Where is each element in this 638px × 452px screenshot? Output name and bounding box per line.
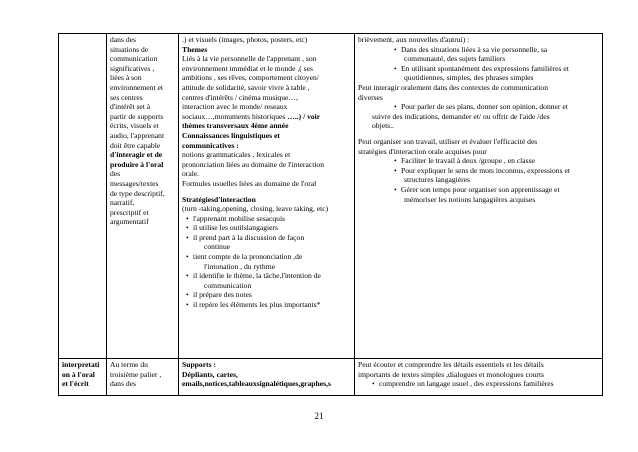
- table-row: [59, 359, 603, 396]
- objective-line-bold: d'interagir et de: [110, 150, 163, 160]
- themes-line: attitude de solidarité, savoir vivre à table ,: [182, 82, 310, 92]
- themes-see-also: …..) / voir: [287, 111, 321, 121]
- descriptor-bullet: • En utilisant spontanément des expressions familières et: [358, 64, 599, 74]
- descriptor-bullet-cont: objets..: [372, 121, 394, 131]
- descriptor-bullet: • Pour parler de ses plans, donner son opinion, donner et: [358, 102, 599, 112]
- curriculum-table: [58, 33, 603, 396]
- supports-line: Dépliants, cartes,: [182, 369, 238, 379]
- strategy-item-cont: communication: [204, 280, 252, 290]
- supports-line: emails,notices,tableauxsignalétiques,graphes,s: [182, 379, 331, 389]
- objective-line: de type descriptif,: [110, 188, 165, 198]
- supports-intro: .) et visuels (images, photos, posters, etc): [182, 35, 308, 44]
- themes-line: sociaux…,monuments historiques: [182, 111, 286, 121]
- descriptor-para: importants de textes simples ,dialogues et monologues courts: [358, 369, 545, 379]
- objective-line: environnement et: [110, 82, 163, 92]
- strategy-item: • il prend part à la discussion de façon: [182, 233, 351, 243]
- descriptor-para: Peut interagir oralement dans des contextes de communication: [358, 82, 548, 92]
- objective-line: dans des: [110, 379, 136, 389]
- objective-line: communication: [110, 54, 158, 64]
- descriptor-bullet: • Faciliter le travail à deux /groupe , en classe: [358, 156, 599, 166]
- competence-line: on à l'oral: [62, 369, 95, 379]
- supports-title: Supports :: [182, 360, 216, 369]
- strategy-item-cont: l'intonation , du rythme: [204, 261, 275, 271]
- objective-cell: [107, 34, 179, 359]
- objective-line: situations de: [110, 44, 149, 54]
- competence-line: interpretati: [62, 360, 100, 369]
- themes-title: Themes: [182, 44, 208, 54]
- themes-line: centres d'intérêts / cinéma musique…,: [182, 92, 298, 102]
- table-row: [59, 34, 603, 359]
- strategy-item: • il repère les éléments les plus importants*: [182, 300, 351, 310]
- content-cell: [179, 34, 355, 359]
- objective-line-bold: produire à l'oral: [110, 159, 164, 169]
- descriptor-para: stratégies d'interaction orale acquises pour: [358, 146, 487, 156]
- themes-line-with-link: [182, 112, 351, 122]
- strategy-item: • il utilise les outilslangagiers: [182, 223, 351, 233]
- strategy-item: • il identifie le thème, la tâche,l'intention de: [182, 271, 351, 281]
- descriptor-bullet-cont: structures langagières: [404, 175, 470, 185]
- objective-line: audio, l'apprenant: [110, 130, 165, 140]
- page-number: 21: [314, 411, 324, 421]
- knowledge-title: communicatives :: [182, 140, 239, 150]
- knowledge-title: Connaissances linguistiques et: [182, 130, 280, 140]
- objective-cell: [107, 359, 179, 396]
- descriptor-para: diverses: [358, 92, 383, 102]
- descriptor-cell: [355, 359, 603, 396]
- strategies-intro: (turn -taking,opening, closing, leave taking, etc): [182, 204, 329, 214]
- descriptor-bullet-cont: mémoriser les notions langagières acquises: [404, 194, 536, 204]
- knowledge-line: Formules usuelles liées au domaine de l'oral: [182, 178, 317, 188]
- objective-line: dans des: [110, 35, 136, 44]
- descriptor-para: Peut écouter et comprendre les détails essentiels et les détails: [358, 360, 544, 369]
- descriptor-bullet: • Pour expliquer le sens de mots inconnus, expressions et: [358, 166, 599, 176]
- objective-line: liées à son: [110, 73, 142, 83]
- descriptor-cell: [355, 34, 603, 359]
- objective-line: doit être capable: [110, 140, 161, 150]
- knowledge-line: prononciation liées au domaine de l'interaction: [182, 159, 325, 169]
- descriptor-bullet: • Gérer son temps pour organiser son apprentissage et: [358, 185, 599, 195]
- objective-line: argumentatif: [110, 217, 149, 227]
- competence-line: et l'écrit: [62, 379, 89, 389]
- objective-line: des: [110, 169, 121, 179]
- descriptor-para: Peut organiser son travail, utiliser et évaluer l'efficacité des: [358, 136, 538, 146]
- strategy-item: • il prépare des notes: [182, 290, 351, 300]
- objective-line: partir de supports: [110, 111, 164, 121]
- objective-line: significatives ,: [110, 63, 155, 73]
- themes-line: ambitions , ses rêves, comportement citoyen/: [182, 73, 319, 83]
- strategy-item-cont: continue: [204, 242, 231, 252]
- descriptor-bullet: • comprendre un langage usuel , des expressions familières: [358, 379, 599, 389]
- descriptor-bullet-cont: communauté, des sujets familiers: [404, 54, 506, 64]
- strategy-item: • tient compte de la prononciation ,de: [182, 252, 351, 262]
- strategy-item: • l'apprenant mobilise sesacquis: [182, 214, 351, 224]
- objective-line: prescriptif et: [110, 207, 149, 217]
- themes-line: Liés à la vie personnelle de l'apprenant , son: [182, 54, 317, 64]
- content-cell: [179, 359, 355, 396]
- themes-line: interaction avec le monde/ reseaux: [182, 102, 288, 112]
- strategies-title: Stratégiesd'interaction: [182, 194, 256, 204]
- themes-line: environnement immédiat et le monde ,( ses: [182, 63, 313, 73]
- objective-line: écrits, visuels et: [110, 121, 159, 131]
- objective-line: messages/textes: [110, 178, 159, 188]
- competence-cell: [59, 359, 107, 396]
- objective-line: Au terme du: [110, 360, 148, 369]
- competence-cell-empty: [59, 34, 107, 359]
- objective-line: ses centres: [110, 92, 143, 102]
- objective-line: narratif,: [110, 198, 135, 208]
- descriptor-bullet-cont: quotidiennes, simples, des phrases simples: [404, 73, 534, 83]
- knowledge-line: orale.: [182, 169, 200, 179]
- descriptor-lead: brièvement, aux nouvelles d'autrui) :: [358, 35, 470, 44]
- objective-line: troisième palier ,: [110, 369, 162, 379]
- descriptor-bullet-cont: suivre des indications, demander et/ ou offrir de l'aide /des: [372, 111, 550, 121]
- objective-line: d'intérêt set à: [110, 102, 151, 112]
- themes-transversal: thèmes transversaux 4ème année: [182, 121, 289, 131]
- descriptor-bullet: • Dans des situations liées à sa vie personnelle, sa: [358, 45, 599, 55]
- knowledge-line: notions grammaticales , lexicales et: [182, 150, 291, 160]
